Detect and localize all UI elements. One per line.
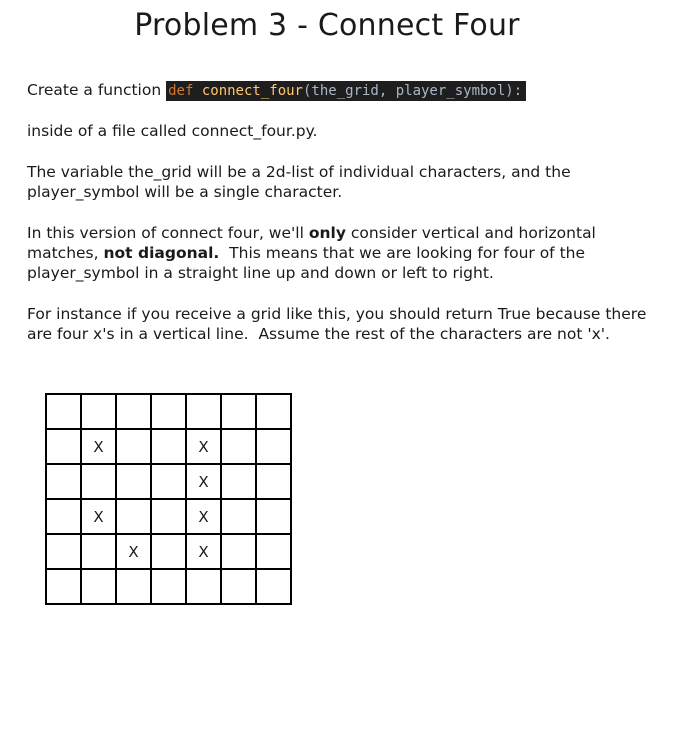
code-parameters: (the_grid, player_symbol): [303,83,523,99]
grid-cell [221,569,256,604]
grid-row [46,464,291,499]
problem-body [27,80,652,344]
variable-paragraph: The variable the_grid will be a 2d-list of individual characters, and the player_symbol will be a single character. [27,163,571,201]
rules-text-1: In this version of connect four, we'll [27,224,309,242]
grid-cell [116,464,151,499]
grid-cell [151,394,186,429]
grid-cell [81,464,116,499]
grid-cell: X [116,534,151,569]
grid-cell [46,429,81,464]
grid-cell [116,499,151,534]
grid-cell [221,429,256,464]
grid-cell [221,394,256,429]
grid-cell [151,534,186,569]
grid-cell [46,569,81,604]
grid-cell [46,534,81,569]
grid-row [46,569,291,604]
grid-cell [186,569,221,604]
grid-cell [116,569,151,604]
page-title: Problem 3 - Connect Four [134,8,520,43]
rules-bold-not-diagonal: not diagonal. [103,244,220,262]
grid-row [46,429,291,464]
function-line [27,80,647,102]
grid-cell [256,499,291,534]
grid-cell [116,429,151,464]
rules-paragraph [27,223,647,283]
code-function-name: connect_four [201,83,303,99]
grid-cell: X [186,429,221,464]
rules-bold-only: only [308,224,346,242]
grid-cell [256,464,291,499]
grid-cell [151,499,186,534]
grid-cell [46,464,81,499]
grid-cell [151,569,186,604]
grid-cell [46,394,81,429]
grid-cell [81,394,116,429]
file-line: inside of a file called connect_four.py. [27,122,318,140]
rules-text-3: This means that we are looking for four of the player_symbol in a straight line up and down or left to right. [27,244,590,282]
grid-row [46,499,291,534]
function-signature-code [166,81,526,101]
grid-row [46,534,291,569]
grid-cell [256,534,291,569]
grid-cell [256,394,291,429]
grid-cell [221,534,256,569]
grid-cell [256,429,291,464]
grid-row [46,394,291,429]
instance-paragraph: For instance if you receive a grid like this, you should return True because there are four x's in a vertical line. Assume the rest of the characters are not 'x'. [27,305,652,343]
grid-cell: X [186,464,221,499]
grid-cell [116,394,151,429]
function-prefix: Create a function [27,81,162,99]
grid-cell [81,569,116,604]
grid-cell: X [186,534,221,569]
grid-cell [151,429,186,464]
rules-text-2: consider vertical and horizontal matches, [27,224,596,262]
grid-cell [256,569,291,604]
grid-cell [221,464,256,499]
grid-cell [46,499,81,534]
grid-cell: X [186,499,221,534]
grid-cell [81,534,116,569]
grid-cell [221,499,256,534]
code-keyword: def [168,83,194,99]
grid-cell: X [81,499,116,534]
grid-cell: X [81,429,116,464]
grid-cell [151,464,186,499]
grid-cell [186,394,221,429]
connect-four-grid [45,393,292,605]
